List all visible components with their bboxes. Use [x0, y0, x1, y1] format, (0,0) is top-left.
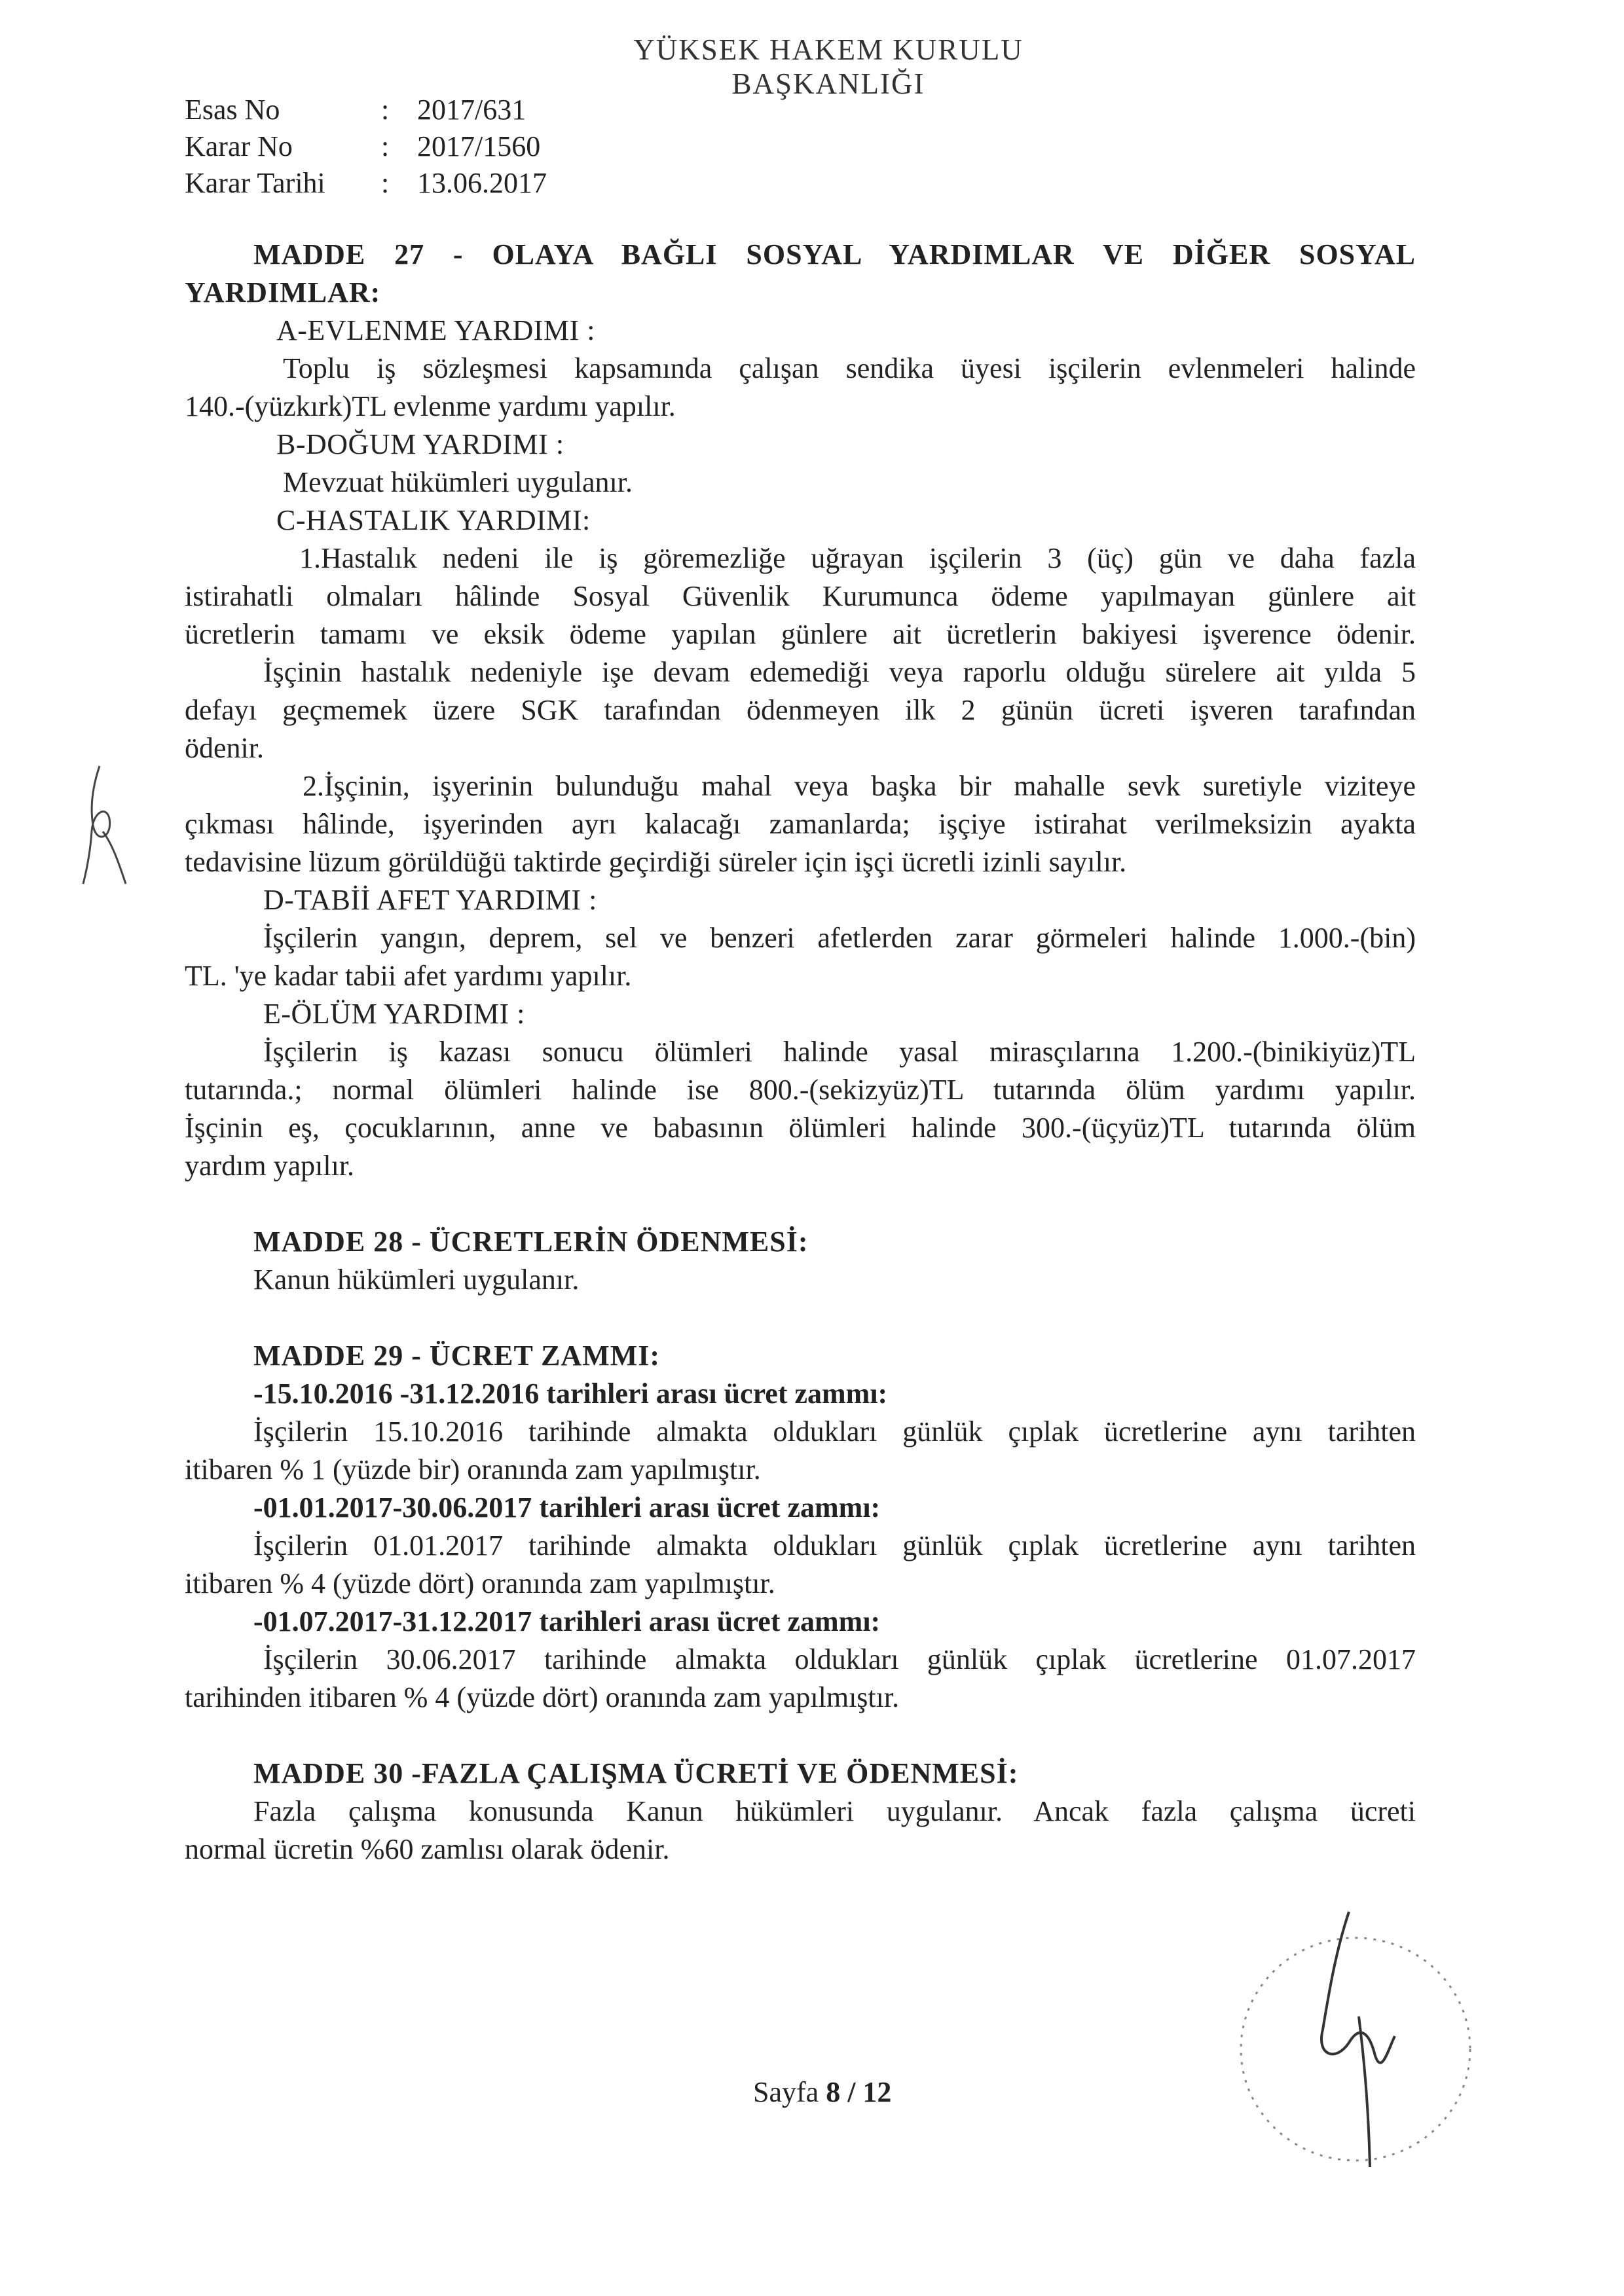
spacer — [185, 1717, 1416, 1755]
paragraph: 2.İşçinin, işyerinin bulunduğu mahal veya başka bir mahalle sevk suretiyle viziteye — [303, 770, 1416, 802]
paragraph: Kanun hükümleri uygulanır. — [253, 1264, 580, 1296]
article-30-title: MADDE 30 -FAZLA ÇALIŞMA ÜCRETİ VE ÖDENMESİ: — [253, 1757, 1019, 1789]
meta-value: 2017/1560 — [417, 130, 541, 162]
paragraph: 140.-(yüzkırk)TL evlenme yardımı yapılır. — [185, 390, 676, 422]
meta-row-esas — [185, 92, 547, 128]
paragraph: Fazla çalışma konusunda Kanun hükümleri uygulanır. Ancak fazla çalışma ücreti — [253, 1795, 1416, 1827]
meta-row-karar — [185, 128, 547, 165]
margin-initials-signature — [73, 759, 132, 890]
paragraph: İşçilerin 01.01.2017 tarihinde almakta oldukları günlük çıplak ücretlerine aynı tarihten — [253, 1529, 1416, 1561]
meta-label: Karar No — [185, 130, 293, 162]
article-29-title: MADDE 29 - ÜCRET ZAMMI: — [253, 1339, 661, 1372]
paragraph: İşçilerin iş kazası sonucu ölümleri halinde yasal mirasçılarına 1.200.-(binikiyüz)TL — [263, 1036, 1416, 1068]
section-c-heading: C-HASTALIK YARDIMI: — [276, 504, 591, 536]
meta-colon: : — [381, 94, 390, 126]
page-footer — [753, 2075, 891, 2109]
meta-row-tarih — [185, 165, 547, 202]
article-28-title: MADDE 28 - ÜCRETLERİN ÖDENMESİ: — [253, 1226, 809, 1258]
paragraph: tutarında.; normal ölümleri halinde ise 800.-(sekizyüz)TL tutarında ölüm yardımı yapılır. — [185, 1074, 1416, 1106]
institution-header — [625, 33, 1031, 101]
paragraph: istirahatli olmaları hâlinde Sosyal Güvenlik Kurumunca ödeme yapılmayan günlere ait — [185, 580, 1416, 612]
paragraph: yardım yapılır. — [185, 1150, 355, 1182]
period-heading: -15.10.2016 -31.12.2016 tarihleri arası ücret zammı: — [253, 1377, 888, 1410]
paragraph: İşçilerin 15.10.2016 tarihinde almakta oldukları günlük çıplak ücretlerine aynı tarihten — [253, 1415, 1416, 1448]
section-d-heading: D-TABİİ AFET YARDIMI : — [263, 884, 597, 916]
document-body — [185, 236, 1416, 1868]
institution-name: YÜKSEK HAKEM KURULU — [633, 33, 1024, 66]
page-label: Sayfa — [753, 2076, 826, 2108]
meta-label: Karar Tarihi — [185, 167, 325, 199]
paragraph: 1.Hastalık nedeni ile iş göremezliğe uğrayan işçilerin 3 (üç) gün ve daha fazla — [299, 542, 1416, 574]
article-27-title: MADDE 27 - OLAYA BAĞLI SOSYAL YARDIMLAR VE DİĞER SOSYAL — [253, 238, 1416, 270]
paragraph: defayı geçmemek üzere SGK tarafından ödenmeyen ilk 2 günün ücreti işveren tarafından — [185, 694, 1416, 726]
paragraph: İşçinin hastalık nedeniyle işe devam edemediği veya raporlu olduğu sürelere ait yılda 5 — [263, 656, 1416, 688]
paragraph: normal ücretin %60 zamlısı olarak ödenir. — [185, 1833, 670, 1865]
case-metadata — [185, 92, 547, 202]
spacer — [185, 1185, 1416, 1223]
period-heading: -01.07.2017-31.12.2017 tarihleri arası ücret zammı: — [253, 1605, 881, 1637]
paragraph: İşçilerin 30.06.2017 tarihinde almakta oldukları günlük çıplak ücretlerine 01.07.2017 — [263, 1643, 1416, 1675]
meta-colon: : — [381, 130, 390, 162]
institution-unit: BAŞKANLIĞI — [731, 67, 925, 100]
meta-value: 2017/631 — [417, 94, 526, 126]
section-e-heading: E-ÖLÜM YARDIMI : — [263, 998, 525, 1030]
section-a-heading: A-EVLENME YARDIMI : — [276, 314, 595, 346]
article-27-title-cont: YARDIMLAR: — [185, 276, 381, 308]
paragraph: ödenir. — [185, 732, 264, 764]
page-number: 8 / 12 — [826, 2076, 892, 2108]
meta-value: 13.06.2017 — [417, 167, 547, 199]
paragraph: Toplu iş sözleşmesi kapsamında çalışan sendika üyesi işçilerin evlenmeleri halinde — [283, 352, 1416, 384]
paragraph: itibaren % 4 (yüzde dört) oranında zam yapılmıştır. — [185, 1567, 775, 1599]
section-b-heading: B-DOĞUM YARDIMI : — [276, 428, 564, 460]
paragraph: İşçilerin yangın, deprem, sel ve benzeri afetlerden zarar görmeleri halinde 1.000.-(bin) — [263, 922, 1416, 954]
spacer — [185, 1299, 1416, 1337]
meta-colon: : — [381, 167, 390, 199]
paragraph: tarihinden itibaren % 4 (yüzde dört) oranında zam yapılmıştır. — [185, 1681, 900, 1713]
paragraph: çıkması hâlinde, işyerinden ayrı kalacağı zamanlarda; işçiye istirahat verilmeksizin ayakta — [185, 808, 1416, 840]
paragraph: tedavisine lüzum görüldüğü taktirde geçirdiği süreler için işçi ücretli izinli sayılır. — [185, 846, 1127, 878]
meta-label: Esas No — [185, 94, 280, 126]
paragraph: TL. 'ye kadar tabii afet yardımı yapılır. — [185, 960, 632, 992]
signature-seal — [1218, 1899, 1493, 2180]
paragraph: Mevzuat hükümleri uygulanır. — [283, 466, 633, 498]
paragraph: İşçinin eş, çocuklarının, anne ve babasının ölümleri halinde 300.-(üçyüz)TL tutarında ölüm — [185, 1112, 1416, 1144]
period-heading: -01.01.2017-30.06.2017 tarihleri arası ücret zammı: — [253, 1491, 881, 1523]
paragraph: itibaren % 1 (yüzde bir) oranında zam yapılmıştır. — [185, 1453, 761, 1485]
paragraph: ücretlerin tamamı ve eksik ödeme yapılan günlere ait ücretlerin bakiyesi işverence ödenir. — [185, 618, 1416, 650]
